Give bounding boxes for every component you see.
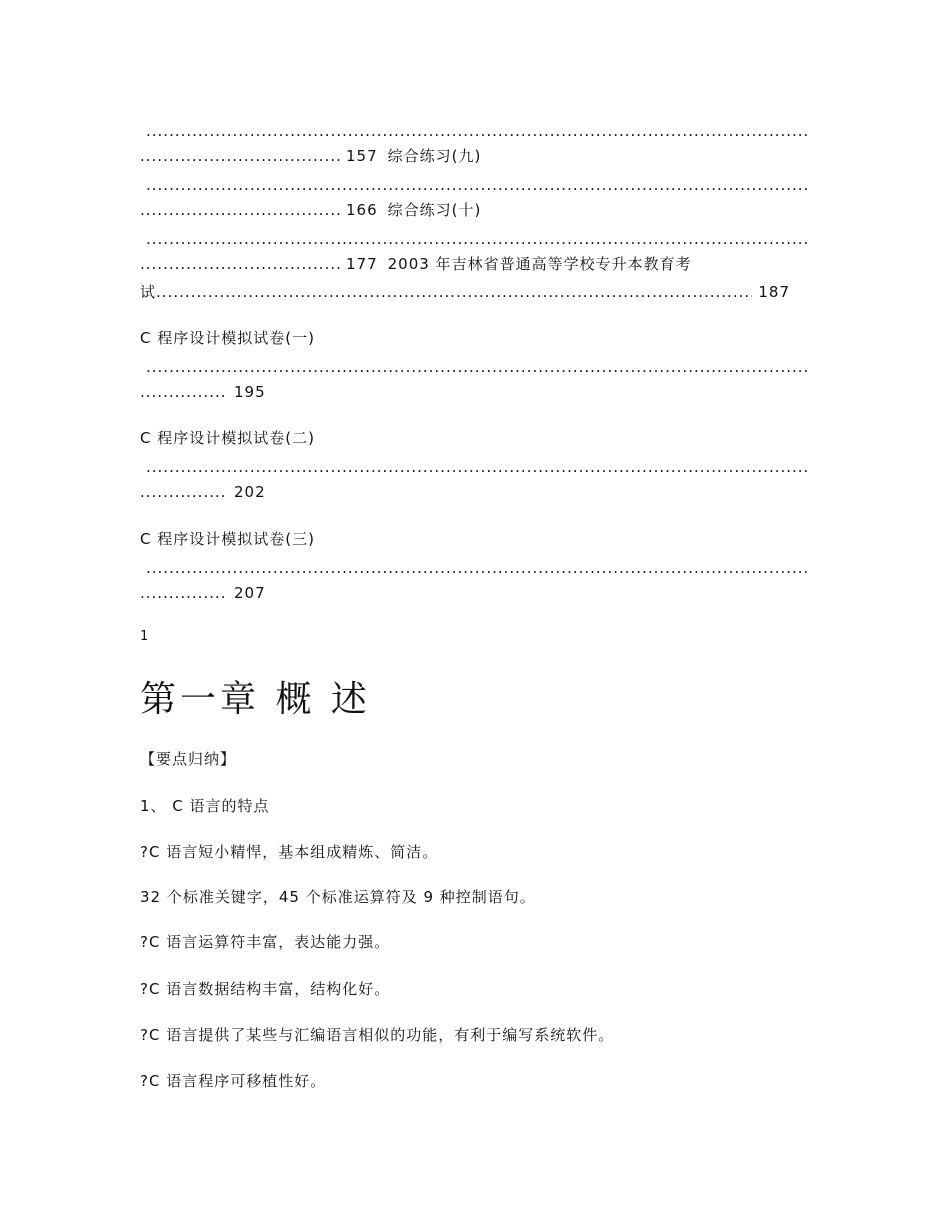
toc-leader-dots bbox=[140, 382, 228, 402]
toc-title: 2003 年吉林省普通高等学校专升本教育考 bbox=[387, 255, 692, 273]
toc-leader-dots bbox=[140, 254, 340, 274]
toc-page-number: 166 bbox=[346, 201, 378, 219]
toc-entry[interactable] bbox=[140, 583, 266, 603]
toc-entry[interactable] bbox=[140, 382, 266, 402]
toc-entry[interactable] bbox=[140, 282, 790, 302]
bullet-point: ?C 语言程序可移植性好。 bbox=[140, 1072, 327, 1090]
toc-entry[interactable] bbox=[140, 146, 481, 166]
toc-leader-dots bbox=[146, 229, 810, 249]
toc-page-number: 177 bbox=[346, 255, 378, 273]
toc-leader-dots bbox=[146, 121, 810, 141]
toc-leader-dots bbox=[140, 200, 340, 220]
toc-entry[interactable] bbox=[140, 200, 481, 220]
section-heading: 【要点归纳】 bbox=[140, 750, 237, 768]
toc-leader-dots bbox=[156, 282, 752, 302]
toc-page-number: 187 bbox=[758, 283, 790, 301]
bullet-point: ?C 语言短小精悍，基本组成精炼、简洁。 bbox=[140, 843, 439, 861]
toc-leader-dots bbox=[140, 482, 228, 502]
toc-leader-dots bbox=[146, 558, 810, 578]
toc-entry[interactable] bbox=[140, 482, 266, 502]
toc-page-number: 157 bbox=[346, 147, 378, 165]
toc-title[interactable]: C 程序设计模拟试卷(一) bbox=[140, 329, 315, 347]
page-number: 1 bbox=[140, 629, 150, 644]
toc-leader-dots bbox=[140, 583, 228, 603]
toc-title: 试 bbox=[140, 283, 157, 301]
toc-title[interactable]: C 程序设计模拟试卷(二) bbox=[140, 429, 315, 447]
bullet-point: 32 个标准关键字，45 个标准运算符及 9 种控制语句。 bbox=[140, 888, 536, 906]
toc-page-number: 207 bbox=[234, 584, 266, 602]
toc-leader-dots bbox=[146, 357, 810, 377]
subsection-heading: 1、 C 语言的特点 bbox=[140, 797, 270, 815]
toc-page-number: 202 bbox=[234, 483, 266, 501]
toc-page-number: 195 bbox=[234, 383, 266, 401]
toc-leader-dots bbox=[146, 175, 810, 195]
toc-title: 综合练习(十) bbox=[387, 201, 482, 219]
toc-entry[interactable] bbox=[140, 254, 692, 274]
chapter-title: 第一章 概 述 bbox=[140, 679, 371, 720]
bullet-point: ?C 语言运算符丰富，表达能力强。 bbox=[140, 933, 391, 951]
toc-title[interactable]: C 程序设计模拟试卷(三) bbox=[140, 530, 315, 548]
toc-leader-dots bbox=[140, 146, 340, 166]
bullet-point: ?C 语言提供了某些与汇编语言相似的功能，有利于编写系统软件。 bbox=[140, 1026, 615, 1044]
bullet-point: ?C 语言数据结构丰富，结构化好。 bbox=[140, 980, 391, 998]
toc-title: 综合练习(九) bbox=[387, 147, 482, 165]
toc-leader-dots bbox=[146, 457, 810, 477]
